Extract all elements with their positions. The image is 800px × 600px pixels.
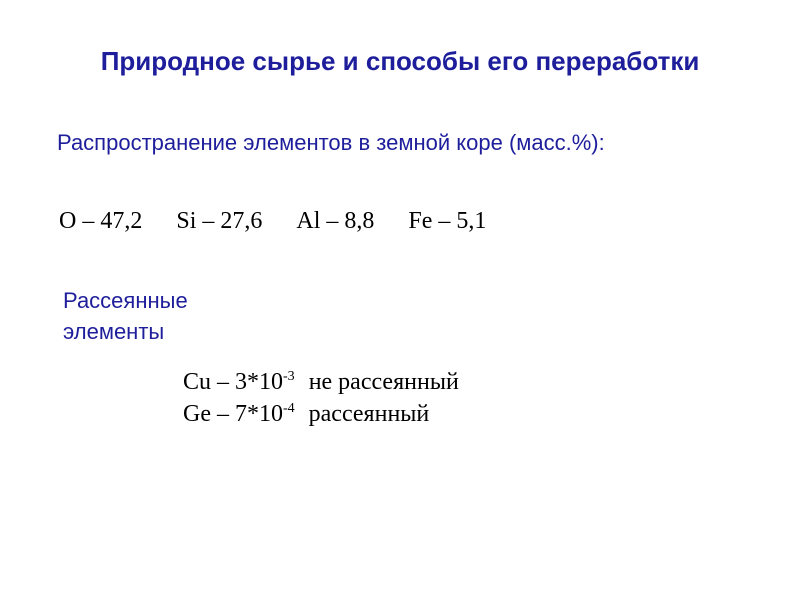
scattered-elements-heading	[63, 285, 188, 347]
element-aluminium: Al – 8,8	[296, 208, 375, 234]
list-item-germanium	[183, 398, 503, 430]
abundant-elements-row	[59, 208, 486, 235]
copper-status: не рассеянный	[308, 369, 459, 395]
germanium-exponent: -4	[282, 401, 295, 416]
copper-exponent: -3	[283, 369, 295, 384]
subtitle: Распространение элементов в земной коре (масс.%):	[57, 130, 605, 155]
slide-title: Природное сырье и способы его переработки	[100, 46, 700, 76]
scattered-heading-line1: Рассеянные	[63, 288, 188, 313]
germanium-formula: Ge – 7*10	[183, 401, 283, 427]
copper-formula: Cu – 3*10	[183, 369, 284, 395]
element-iron: Fe – 5,1	[408, 208, 487, 234]
list-item-copper	[183, 366, 503, 398]
germanium-status: рассеянный	[308, 401, 430, 427]
element-oxygen: O – 47,2	[59, 208, 143, 234]
scattered-heading-line2: элементы	[63, 319, 165, 344]
element-silicon: Si – 27,6	[176, 208, 263, 234]
scattered-elements-list	[183, 366, 503, 430]
